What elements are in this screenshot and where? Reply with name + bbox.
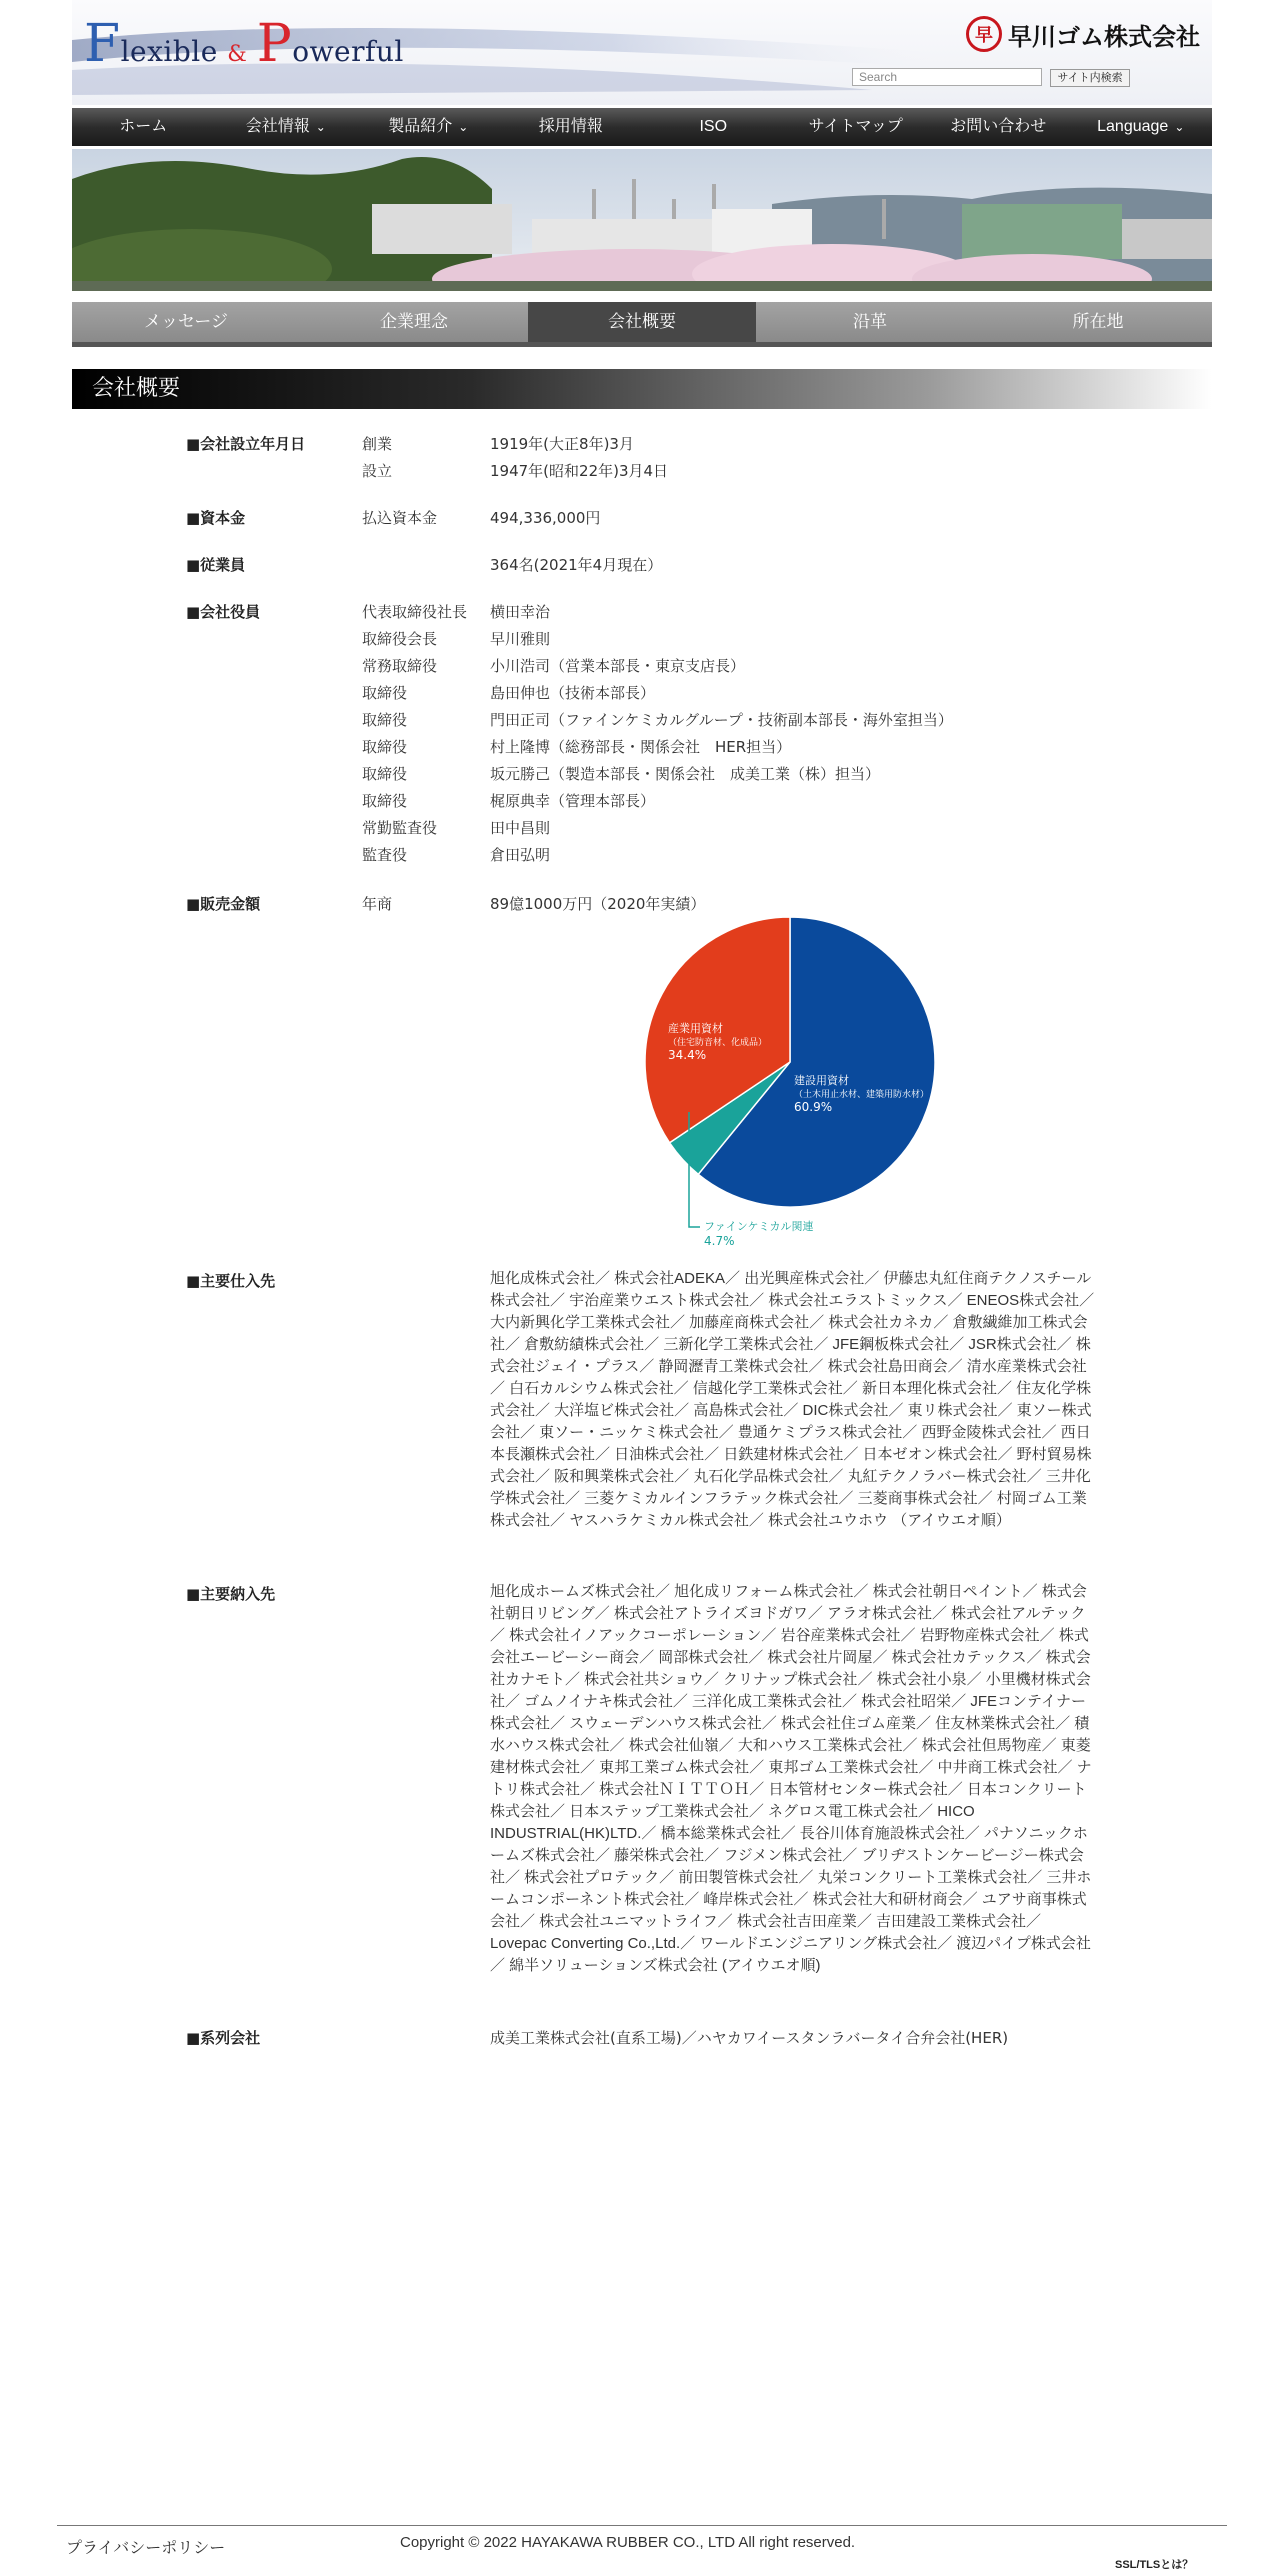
officer-title: 取締役 (362, 738, 408, 756)
site-logo[interactable]: Flexible & Powerful (84, 14, 404, 74)
officer-name: 門田正司（ファインケミカルグループ・技術副本部長・海外室担当） (490, 711, 953, 729)
tab-message[interactable]: メッセージ (72, 302, 300, 342)
chevron-down-icon: ⌄ (1174, 120, 1185, 134)
officer-name: 村上隆博（総務部長・関係会社 HER担当） (490, 738, 792, 756)
officer-title: 取締役 (362, 765, 408, 783)
affiliates-label: ■系列会社 (186, 2029, 261, 2047)
section-title-bar (72, 369, 1212, 409)
tab-history[interactable]: 沿革 (756, 302, 984, 342)
tab-company-profile[interactable]: 会社概要 (528, 302, 756, 342)
nav-label: 採用情報 (538, 118, 603, 135)
sales-sub: 年商 (362, 895, 393, 913)
officer-title: 監査役 (362, 846, 408, 864)
slice-value-construction: 60.9% (794, 1100, 833, 1114)
site-header (72, 0, 1212, 105)
officer-title: 代表取締役社長 (362, 603, 468, 621)
affiliates-value: 成美工業株式会社(直系工場)／ハヤカワイースタンラバータイ合弁会社(HER) (490, 2029, 1009, 2047)
nav-label: 会社情報 (245, 118, 310, 135)
nav-recruit[interactable] (500, 108, 643, 146)
officer-title: 常勤監査役 (362, 819, 438, 837)
company-name: 早川ゴム株式会社 (1008, 22, 1200, 51)
chevron-down-icon: ⌄ (458, 120, 469, 134)
founded-label: ■会社設立年月日 (186, 435, 306, 453)
officer-name: 小川浩司（営業本部長・東京支店長） (490, 657, 746, 675)
capital-label: ■資本金 (186, 509, 246, 527)
officers-label: ■会社役員 (186, 603, 261, 621)
tab-philosophy[interactable]: 企業理念 (300, 302, 528, 342)
officer-name: 倉田弘明 (490, 846, 551, 864)
officer-title: 取締役 (362, 792, 408, 810)
slice-sublabel-construction: （土木用止水材、建築用防水材） (794, 1090, 930, 1100)
copyright-text: Copyright © 2022 HAYAKAWA RUBBER CO., LTD All right reserved. (400, 2534, 856, 2551)
tab-locations[interactable]: 所在地 (984, 302, 1212, 342)
officer-name: 島田伸也（技術本部長） (490, 684, 656, 702)
nav-label: サイトマップ (808, 118, 903, 135)
employees-label: ■従業員 (186, 556, 246, 574)
company-mark-icon: 早 (966, 16, 1002, 52)
nav-home[interactable] (72, 108, 215, 146)
nav-contact[interactable] (927, 108, 1070, 146)
privacy-policy-link[interactable]: プライバシーポリシー (66, 2538, 226, 2557)
company-logo[interactable] (966, 16, 1200, 52)
officer-title: 常務取締役 (362, 657, 438, 675)
footer-divider (57, 2525, 1227, 2526)
founded-value: 1919年(大正8年)3月 (490, 435, 634, 453)
capital-sub: 払込資本金 (362, 509, 438, 527)
established-value: 1947年(昭和22年)3月4日 (490, 462, 669, 480)
search-button[interactable]: サイト内検索 (1050, 69, 1130, 87)
slice-label-industrial: 産業用資材 (668, 1022, 723, 1035)
officer-title: 取締役会長 (362, 630, 438, 648)
page-title: 会社概要 (92, 376, 181, 401)
slice-value-fine-chem: 4.7% (704, 1234, 735, 1248)
founded-sub: 創業 (362, 435, 393, 453)
officer-name: 早川雅則 (490, 630, 551, 648)
suppliers-list: 旭化成株式会社／ 株式会社ADEKA／ 出光興産株式会社／ 伊藤忠丸紅住商テクノスチール株式会社／ 宇治産業ウエスト株式会社／ 株式会社エラストミックス／ ENEOS株式会社／ 大内新興化学工業株式会社／ 加藤産商株式会社／ 株式会社カネカ／ 倉敷繊維加工株式会社／ 倉敷紡績株式会社／ 三新化学工業株式会社／ JFE鋼板株式会社／ JSR株式会社／ 株式会社ジェイ・プラス／ 静岡瀝青工業株式会社／ 株式会社島田商会／ 清水産業株式会社／ 白石カルシウム株式会社／ 信越化学工業株式会社／ 新日本理化株式会社／ 住友化学株式会社／ 大洋塩ビ株式会社／ 高島株式会社／ DIC株式会社／ 東リ株式会社／ 東ソー株式会社／ 東ソー・ニッケミ株式会社／ 豊通ケミプラス株式会社／ 西野金陵株式会社／ 西日本長瀬株式会社／ 日油株式会社／ 日鉄建材株式会社／ 日本ゼオン株式会社／ 野村貿易株式会社／ 阪和興業株式会社／ 丸石化学品株式会社／ 丸紅テクノラバー株式会社／ 三井化学株式会社／ 三菱ケミカルインフラテック株式会社／ 三菱商事株式会社／ 村岡ゴム工業株式会社／ ヤスハラケミカル株式会社／ 株式会社ユウホウ （アイウエオ順） (490, 1270, 1095, 1529)
nav-label: 製品紹介 (388, 118, 453, 135)
nav-iso[interactable] (642, 108, 785, 146)
nav-label: Language (1097, 118, 1169, 135)
search-input[interactable]: Search (852, 68, 1042, 86)
officer-name: 田中昌則 (490, 819, 551, 837)
nav-language[interactable] (1070, 108, 1213, 146)
capital-value: 494,336,000円 (490, 509, 601, 527)
main-nav (72, 108, 1212, 146)
suppliers-label: ■主要仕入先 (186, 1272, 276, 1290)
officer-name: 坂元勝己（製造本部長・関係会社 成美工業（株）担当） (490, 765, 881, 783)
established-sub: 設立 (362, 462, 393, 480)
nav-label: ISO (699, 118, 728, 135)
nav-sitemap[interactable] (785, 108, 928, 146)
slice-label-construction: 建設用資材 (794, 1074, 849, 1087)
officer-name: 横田幸治 (490, 603, 551, 621)
nav-products[interactable] (357, 108, 500, 146)
sales-pie-chart (640, 912, 940, 1252)
slice-sublabel-industrial: （住宅防音材、化成品） (668, 1038, 768, 1048)
chevron-down-icon: ⌄ (315, 120, 326, 134)
officer-title: 取締役 (362, 684, 408, 702)
nav-label: ホーム (119, 118, 168, 135)
sales-value: 89億1000万円（2020年実績） (490, 895, 706, 913)
factory-banner-image (72, 149, 1212, 291)
nav-company[interactable] (215, 108, 358, 146)
customers-list: 旭化成ホームズ株式会社／ 旭化成リフォーム株式会社／ 株式会社朝日ペイント／ 株式会社朝日リビング／ 株式会社アトライズヨドガワ／ アラオ株式会社／ 株式会社アルテック／ 株式会社イノアックコーポレーション／ 岩谷産業株式会社／ 岩野物産株式会社／ 株式会社エービーシー商会／ 岡部株式会社／ 株式会社片岡屋／ 株式会社カテックス／ 株式会社カナモト／ 株式会社共ショウ／ クリナップ株式会社／ 株式会社小泉／ 小里機材株式会社／ ゴムノイナキ株式会社／ 三洋化成工業株式会社／ 株式会社昭栄／ JFEコンテイナー株式会社／ スウェーデンハウス株式会社／ 株式会社住ゴム産業／ 住友林業株式会社／ 積水ハウス株式会社／ 株式会社仙嶺／ 大和ハウス工業株式会社／ 株式会社但馬物産／ 東菱建材株式会社／ 東邦工業ゴム株式会社／ 東邦ゴム工業株式会社／ 中井商工株式会社／ ナトリ株式会社／ 株式会社ＮＩＴＴＯＨ／ 日本管材センター株式会社／ 日本コンクリート株式会社／ 日本ステップ工業株式会社／ ネグロス電工株式会社／ HICO INDUSTRIAL(HK)LTD.／ 橋本総業株式会社／ 長谷川体育施設株式会社／ パナソニックホームズ株式会社／ 藤栄株式会社／ フジメン株式会社／ ブリヂストンケービージー株式会社／ 株式会社プロテック／ 前田製管株式会社／ 丸栄コンクリート工業株式会社／ 三井ホームコンポーネント株式会社／ 峰岸株式会社／ 株式会社大和研材商会／ ユアサ商事株式会社／ 株式会社ユニマットライフ／ 株式会社吉田産業／ 吉田建設工業株式会社／ Lovepac Converting Co.,Ltd.／ ワールドエンジニアリング株式会社／ 渡辺パイプ株式会社／ 綿半ソリューションズ株式会社 (アイウエオ順) (490, 1583, 1092, 1974)
sub-nav (72, 302, 1212, 347)
slice-value-industrial: 34.4% (668, 1048, 707, 1062)
nav-label: お問い合わせ (950, 118, 1047, 135)
factory-scene (72, 149, 1212, 291)
sales-label: ■販売金額 (186, 895, 261, 913)
slice-label-fine-chem: ファインケミカル関連 (704, 1220, 814, 1233)
officer-title: 取締役 (362, 711, 408, 729)
employees-value: 364名(2021年4月現在） (490, 556, 663, 574)
ssl-link[interactable]: SSL/TLSとは？ (1115, 2559, 1194, 2571)
customers-label: ■主要納入先 (186, 1585, 276, 1603)
officer-name: 梶原典幸（管理本部長） (490, 792, 656, 810)
